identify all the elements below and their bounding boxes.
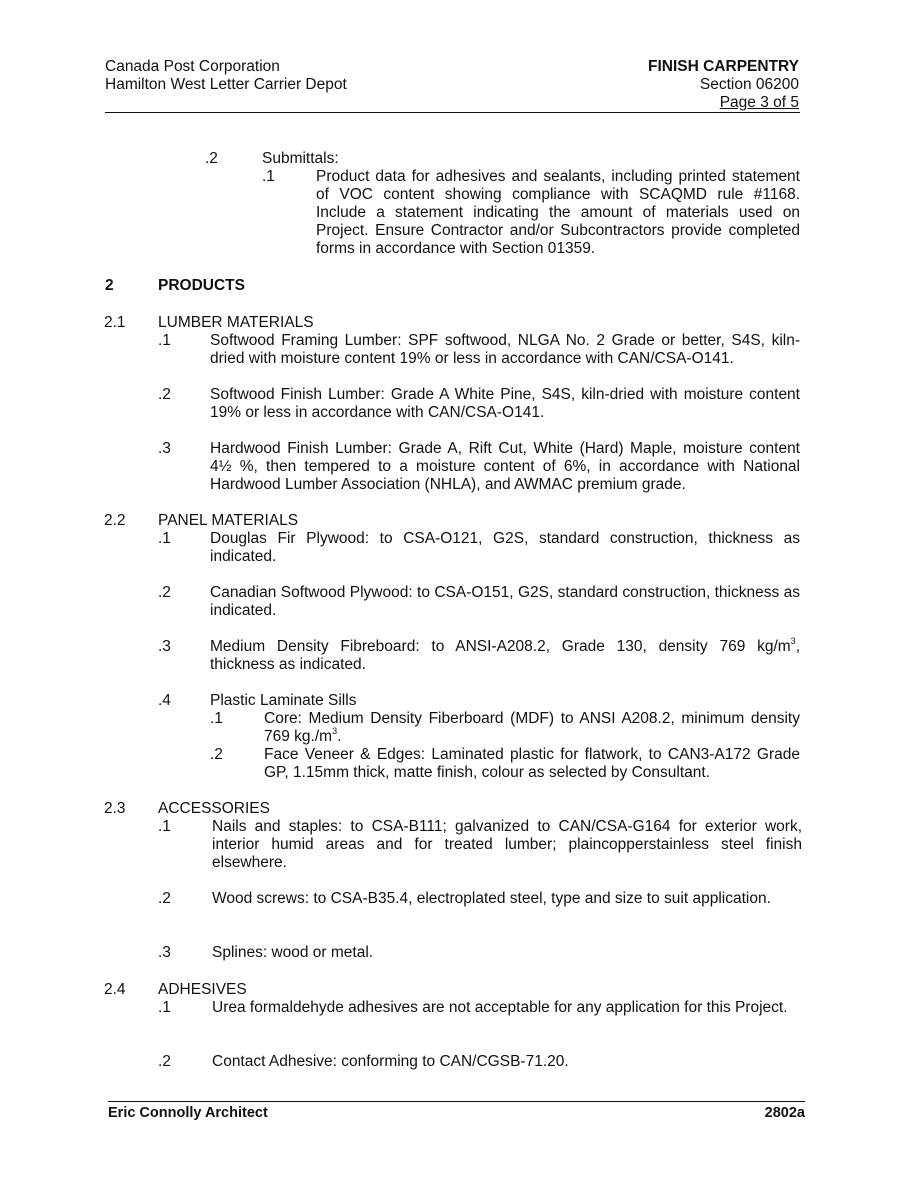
s21-i2-num: .2	[158, 386, 171, 403]
s22-i4-s1-text-b: .	[337, 728, 342, 745]
footer-rule	[108, 1101, 805, 1102]
footer-code: 2802a	[764, 1105, 805, 1121]
footer-author: Eric Connolly Architect	[108, 1105, 268, 1121]
submittals-num: .2	[205, 150, 218, 167]
products-num: 2	[105, 277, 114, 294]
s22-i3-num: .3	[158, 638, 171, 655]
s24-i2-text: Contact Adhesive: conforming to CAN/CGSB-71.20.	[212, 1053, 569, 1070]
s22-i4-s2-num: .2	[210, 746, 223, 763]
header-right	[648, 58, 799, 112]
s22-i4-s1-num: .1	[210, 710, 223, 727]
s22-i2-num: .2	[158, 584, 171, 601]
s21-i1-text: Softwood Framing Lumber: SPF softwood, NLGA No. 2 Grade or better, S4S, kiln-dried with moisture content 19% or less in accordance with CAN/CSA-O141.	[210, 332, 800, 367]
section-number: Section 06200	[699, 76, 799, 93]
s24-i1-num: .1	[158, 999, 171, 1016]
s21-i1-num: .1	[158, 332, 171, 349]
s22-i1-num: .1	[158, 530, 171, 547]
s23-i2-text: Wood screws: to CSA-B35.4, electroplated steel, type and size to suit application.	[212, 890, 771, 907]
s24-heading: ADHESIVES	[158, 981, 247, 998]
s22-num: 2.2	[104, 512, 126, 529]
s21-num: 2.1	[104, 314, 126, 331]
s23-num: 2.3	[104, 800, 126, 817]
s22-i4-s2-text: Face Veneer & Edges: Laminated plastic for flatwork, to CAN3-A172 Grade GP, 1.15mm thick, matte finish, colour as selected by Consultant.	[264, 746, 800, 781]
header-left	[105, 58, 347, 94]
project-name: Hamilton West Letter Carrier Depot	[105, 76, 347, 93]
s22-i4-s1-text	[264, 710, 800, 746]
s24-i2-num: .2	[158, 1053, 171, 1070]
s23-heading: ACCESSORIES	[158, 800, 270, 817]
s22-i4-heading: Plastic Laminate Sills	[210, 692, 357, 709]
s23-i3-text: Splines: wood or metal.	[212, 944, 374, 961]
s21-i3-text: Hardwood Finish Lumber: Grade A, Rift Cut, White (Hard) Maple, moisture content 4½ %, then tempered to a moisture content of 6%, in accordance with National Hardwood Lumber Association (NHLA), and AWMAC premium grade.	[210, 440, 800, 493]
header-rule	[105, 112, 800, 113]
s23-i1-num: .1	[158, 818, 171, 835]
s22-i4-s1-text-a: Core: Medium Density Fiberboard (MDF) to ANSI A208.2, minimum density 769 kg./m	[264, 710, 800, 745]
products-heading: PRODUCTS	[158, 277, 245, 294]
s21-i3-num: .3	[158, 440, 171, 457]
s24-i1-text: Urea formaldehyde adhesives are not acceptable for any application for this Project.	[212, 999, 788, 1016]
s22-i4-num: .4	[158, 692, 171, 709]
submittals-item-text: Product data for adhesives and sealants, including printed statement of VOC content showing compliance with SCAQMD rule #1168. Include a statement indicating the amount of materials used on Project. Ensure Contractor and/or Subcontractors provide completed forms in accordance with Section 01359.	[316, 168, 800, 257]
s21-i2-text: Softwood Finish Lumber: Grade A White Pine, S4S, kiln-dried with moisture content 19% or less in accordance with CAN/CSA-O141.	[210, 386, 800, 421]
s22-i3-sup: 3	[790, 636, 796, 646]
submittals-item-num: .1	[262, 168, 275, 185]
page-number: Page 3 of 5	[719, 94, 799, 111]
s22-heading: PANEL MATERIALS	[158, 512, 299, 529]
s22-i2-text: Canadian Softwood Plywood: to CSA-O151, G2S, standard construction, thickness as indicated.	[210, 584, 800, 619]
s24-num: 2.4	[104, 981, 126, 998]
s22-i3-text-b: , thickness as indicated.	[210, 638, 800, 673]
s23-i3-num: .3	[158, 944, 171, 961]
s21-heading: LUMBER MATERIALS	[158, 314, 314, 331]
s23-i1-text: Nails and staples: to CSA-B111; galvanized to CAN/CSA-G164 for exterior work, interior humid areas and for treated lumber; plaincopperstainless steel finish elsewhere.	[212, 818, 802, 871]
s22-i3-text	[210, 638, 800, 674]
org-name: Canada Post Corporation	[105, 58, 280, 75]
s22-i3-text-a: Medium Density Fibreboard: to ANSI-A208.2, Grade 130, density 769 kg/m	[210, 638, 791, 655]
submittals-heading: Submittals:	[262, 150, 339, 167]
doc-title: FINISH CARPENTRY	[648, 58, 799, 75]
s23-i2-num: .2	[158, 890, 171, 907]
s22-i4-s1-sup: 3	[332, 726, 338, 736]
s22-i1-text: Douglas Fir Plywood: to CSA-O121, G2S, standard construction, thickness as indicated.	[210, 530, 800, 565]
